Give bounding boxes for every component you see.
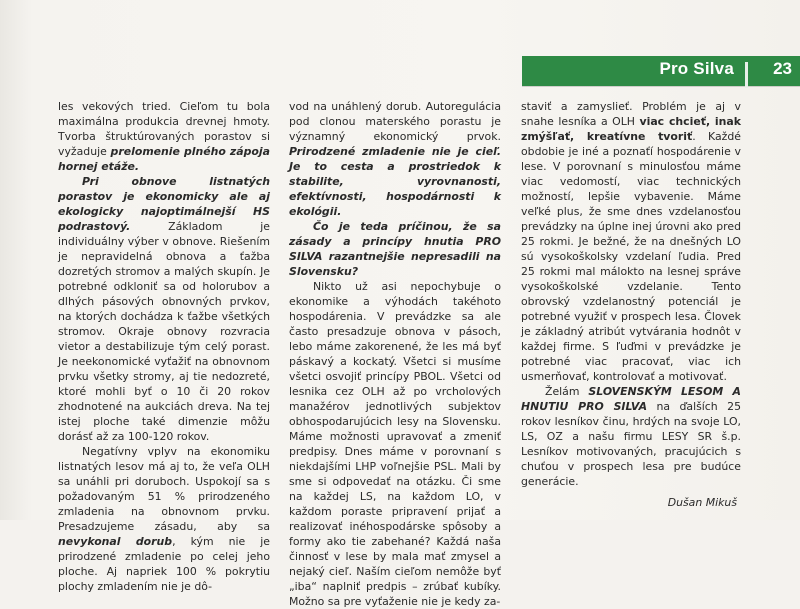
author-signature: Dušan Mikuš bbox=[667, 496, 737, 509]
text-column-2 bbox=[289, 99, 501, 609]
paragraph: vod na unáhlený dorub. Autoregulácia pod clonou materského porastu je významný ekonomický prvok. Prirodzené zmladenie nie je cieľ. Je to cesta a prostriedok k stabilite, vyrovnanosti, efektívnosti, hospodárnosti k ekológii. bbox=[289, 100, 501, 218]
section-title: Pro Silva bbox=[659, 59, 734, 78]
paragraph: Pri obnove listnatých porastov je ekonomicky ale aj ekologicky najoptimálnejší HS podrastový. Základom je individuálny výber v obnove. Riešením je nepravidelná obnova a ťažba dozretých stromov a malých skupín. Je potrebné odkloniť sa od holorubov a dlhých pásových obnovných prvkov, na ktorých dochádza k ťažbe všetkých stromov. Okraje obnovy rozvracia vietor a destabilizuje tým celý porast. Je neekonomické vyťažiť na obnovnom prvku všetky stromy, aj tie nedozreté, ktoré mohli byť o 10 či 20 rokov zhodnotené na aukciách dreva. Na tej istej ploche také dimenzie môžu dorásť až za 100-120 rokov. bbox=[58, 175, 270, 443]
page-number: 23 bbox=[773, 59, 792, 78]
header-divider bbox=[745, 62, 748, 88]
paragraph: les vekových tried. Cieľom tu bola maximálna produkcia drevnej hmoty. Tvorba štruktúrovaných porastov si vyžaduje prelomenie plného zápoja hornej etáže. bbox=[58, 100, 270, 173]
paragraph: Želám SLOVENSKÝM LESOM A HNUTIU PRO SILVA na ďalších 25 rokov lesníkov činu, hrdých na svoje LO, LS, OZ a našu firmu LESY SR š.p. Lesníkov motivovaných, pracujúcich s chuťou v prospech lesa pre budúce generácie. bbox=[521, 385, 741, 488]
paragraph: staviť a zamyslieť. Problém je aj v snahe lesníka a OLH viac chcieť, inak zmýšľať, kreatívne tvoriť. Každé obdobie je iné a poznaťí hospodárenie v lese. V porovnaní s minulosťou máme viac vedomostí, viac technických možností, lepšie vybavenie. Máme veľké plus, že sme dnes vzdelanosťou prevádzky na úplne inej úrovni ako pred 25 rokmi. Je bežné, že na dnešných LO sú vysokoškolsky vzdelaní ľudia. Pred 25 rokmi mal málokto na lesnej správe vysokoškolské vzdelanie. Tento obrovský vzdelanostný potenciál je potrebné využiť v prospech lesa. Človek je základný atribút vytvárania hodnôt v každej firme. S ľuďmi v prevádzke je potrebné viac pracovať, viac ich usmerňovať, kontrolovať a motivovať. bbox=[521, 100, 741, 383]
text-column-3 bbox=[521, 99, 741, 510]
question-heading: Čo je teda príčinou, že sa zásady a princípy hnutia PRO SILVA razantnejšie nepresadili na Slovensku? bbox=[289, 220, 501, 278]
paragraph: Negatívny vplyv na ekonomiku listnatých lesov má aj to, že veľa OLH sa unáhli pri doruboch. Uspokojí sa s požadovaným 51 % prirodzeného zmladenia na obnovnom prvku. Presadzujeme zásadu, aby sa nevykonal dorub, kým nie je prirodzené zmladenie po celej jeho ploche. Aj napriek 100 % pokrytiu plochy zmladením nie je dô- bbox=[58, 445, 270, 593]
section-header-bar bbox=[522, 56, 800, 86]
paragraph: Nikto už asi nepochybuje o ekonomike a výhodách takéhoto hospodárenia. V prevádzke sa ale často presadzuje obnova v pásoch, lebo máme zakorenené, že les má byť páskavý a kockatý. Všetci si musíme všetci osvojiť princípy PBOL. Všetci od lesnika cez OLH až po vrcholových manažérov jednotlivých subjektov obhospodarujúcich lesy na Slovensku. Máme možnosti upravovať a zmeniť predpisy. Dnes máme v porovnaní s niekdajšími LHP voľnejšie PSL. Mali by sme si odpovedať na otázku. Či sme na každej LS, na každom LO, v každom poraste pripravení prijať a realizovať inéhospodárske spôsoby a formy ako tie zabehané? Každá naša činnosť v lese by mala mať zmysel a nejaký cieľ. Naším cieľom nemôže byť „iba“ naplniť predpis – zrúbať kubíky. Možno sa pre vyťaženie nie je kedy za- bbox=[289, 280, 501, 608]
